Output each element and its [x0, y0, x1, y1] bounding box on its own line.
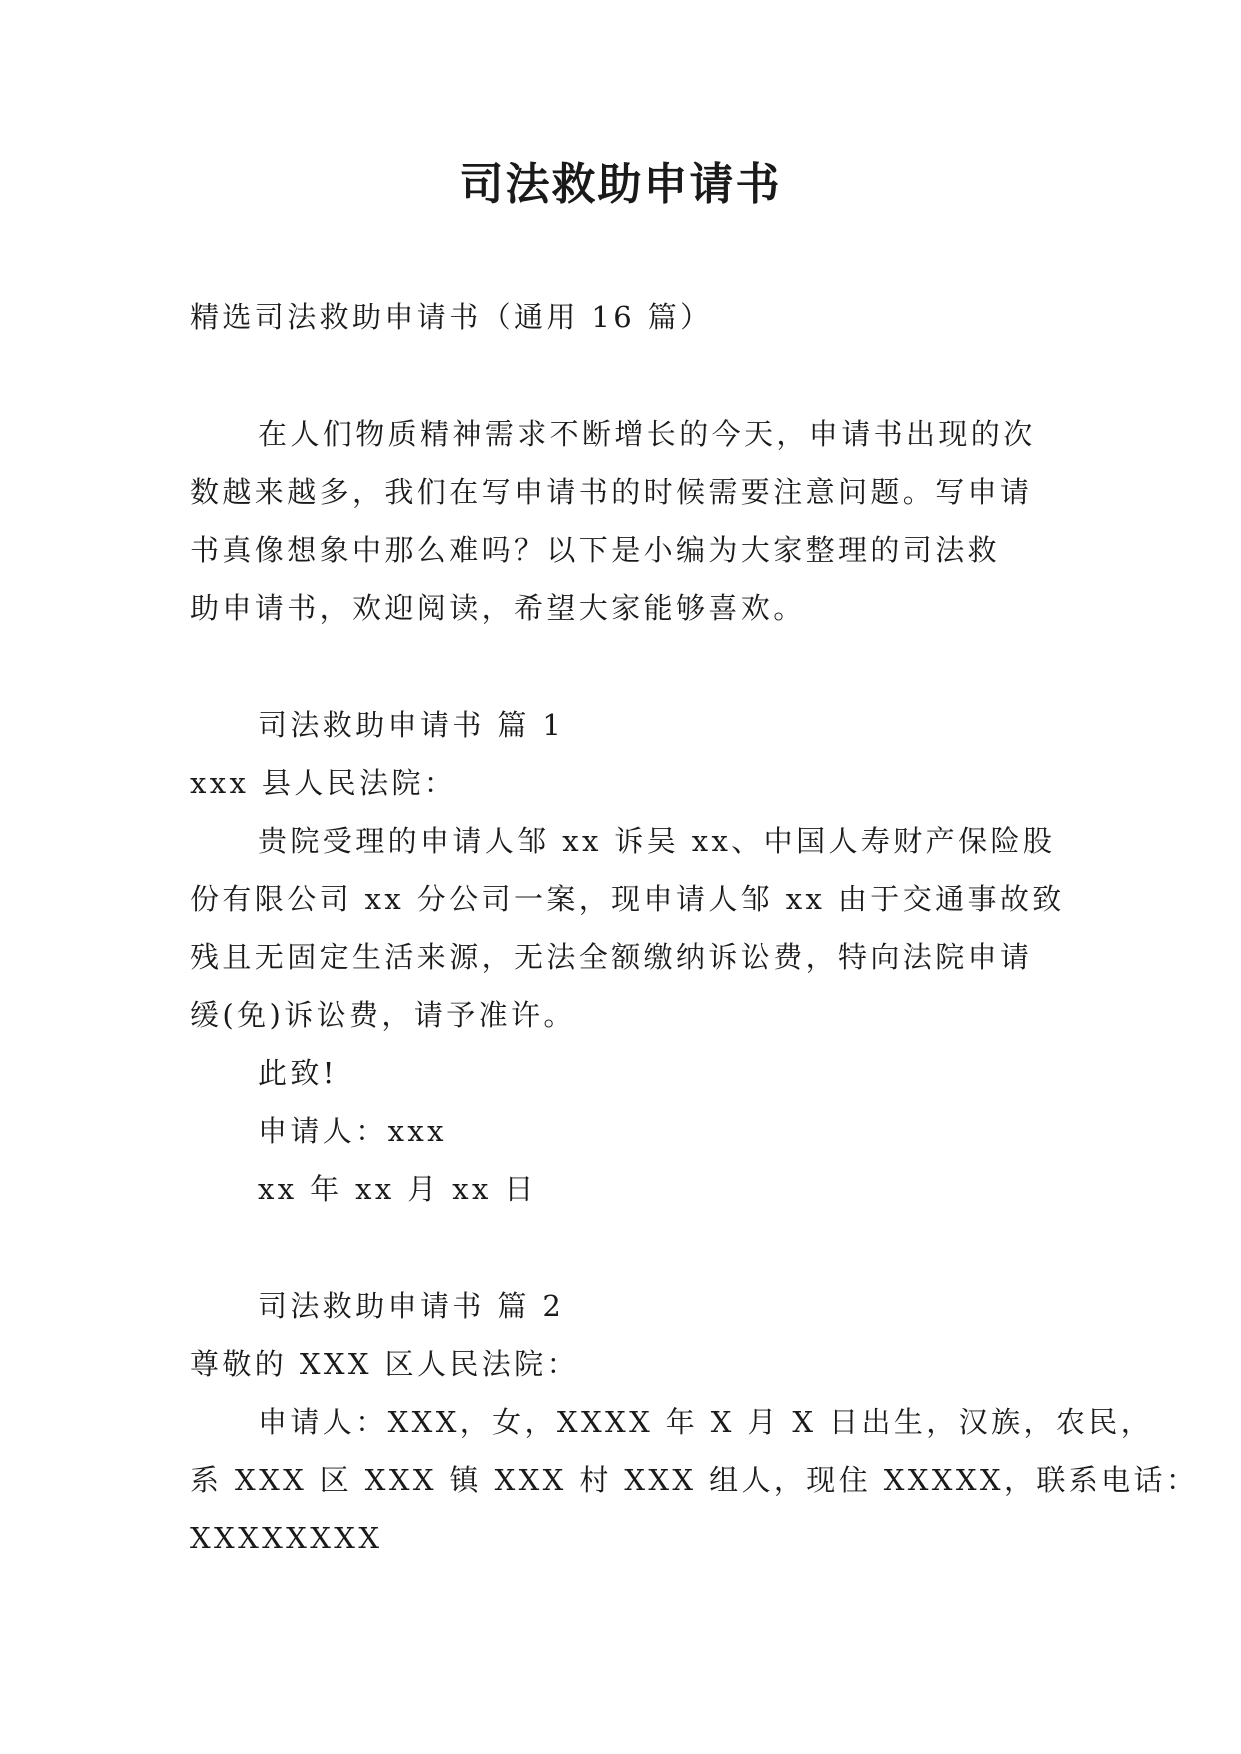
- body1-line-2: 份有限公司 xx 分公司一案，现申请人邹 xx 由于交通事故致: [190, 882, 1065, 916]
- body2-line-1: 申请人：XXX，女，XXXX 年 X 月 X 日出生，汉族，农民，: [258, 1405, 1154, 1439]
- intro-line-1: 在人们物质精神需求不断增长的今天，申请书出现的次: [258, 417, 1036, 451]
- section-heading-1: 司法救助申请书 篇 1: [258, 708, 565, 742]
- body2-line-3: XXXXXXXX: [190, 1521, 383, 1555]
- salutation-1: xxx 县人民法院：: [190, 766, 457, 800]
- intro-line-3: 书真像想象中那么难吗？以下是小编为大家整理的司法救: [190, 533, 1001, 567]
- closing-1: 此致!: [258, 1056, 338, 1090]
- body1-line-3: 残且无固定生活来源，无法全额缴纳诉讼费，特向法院申请: [190, 940, 1033, 974]
- body1-line-4: 缓(免)诉讼费，请予准许。: [190, 998, 576, 1032]
- body2-line-2: 系 XXX 区 XXX 镇 XXX 村 XXX 组人，现住 XXXXX，联系电话：: [190, 1463, 1199, 1497]
- subtitle-line: 精选司法救助申请书（通用 16 篇）: [190, 300, 713, 334]
- document-title: 司法救助申请书: [459, 159, 782, 210]
- date-1: xx 年 xx 月 xx 日: [258, 1172, 537, 1206]
- applicant-1: 申请人：xxx: [258, 1114, 447, 1148]
- salutation-2: 尊敬的 XXX 区人民法院：: [190, 1347, 579, 1381]
- intro-line-4: 助申请书，欢迎阅读，希望大家能够喜欢。: [190, 591, 806, 625]
- body1-line-1: 贵院受理的申请人邹 xx 诉吴 xx、中国人寿财产保险股: [258, 824, 1056, 858]
- intro-line-2: 数越来越多，我们在写申请书的时候需要注意问题。写申请: [190, 475, 1033, 509]
- section-heading-2: 司法救助申请书 篇 2: [258, 1289, 565, 1323]
